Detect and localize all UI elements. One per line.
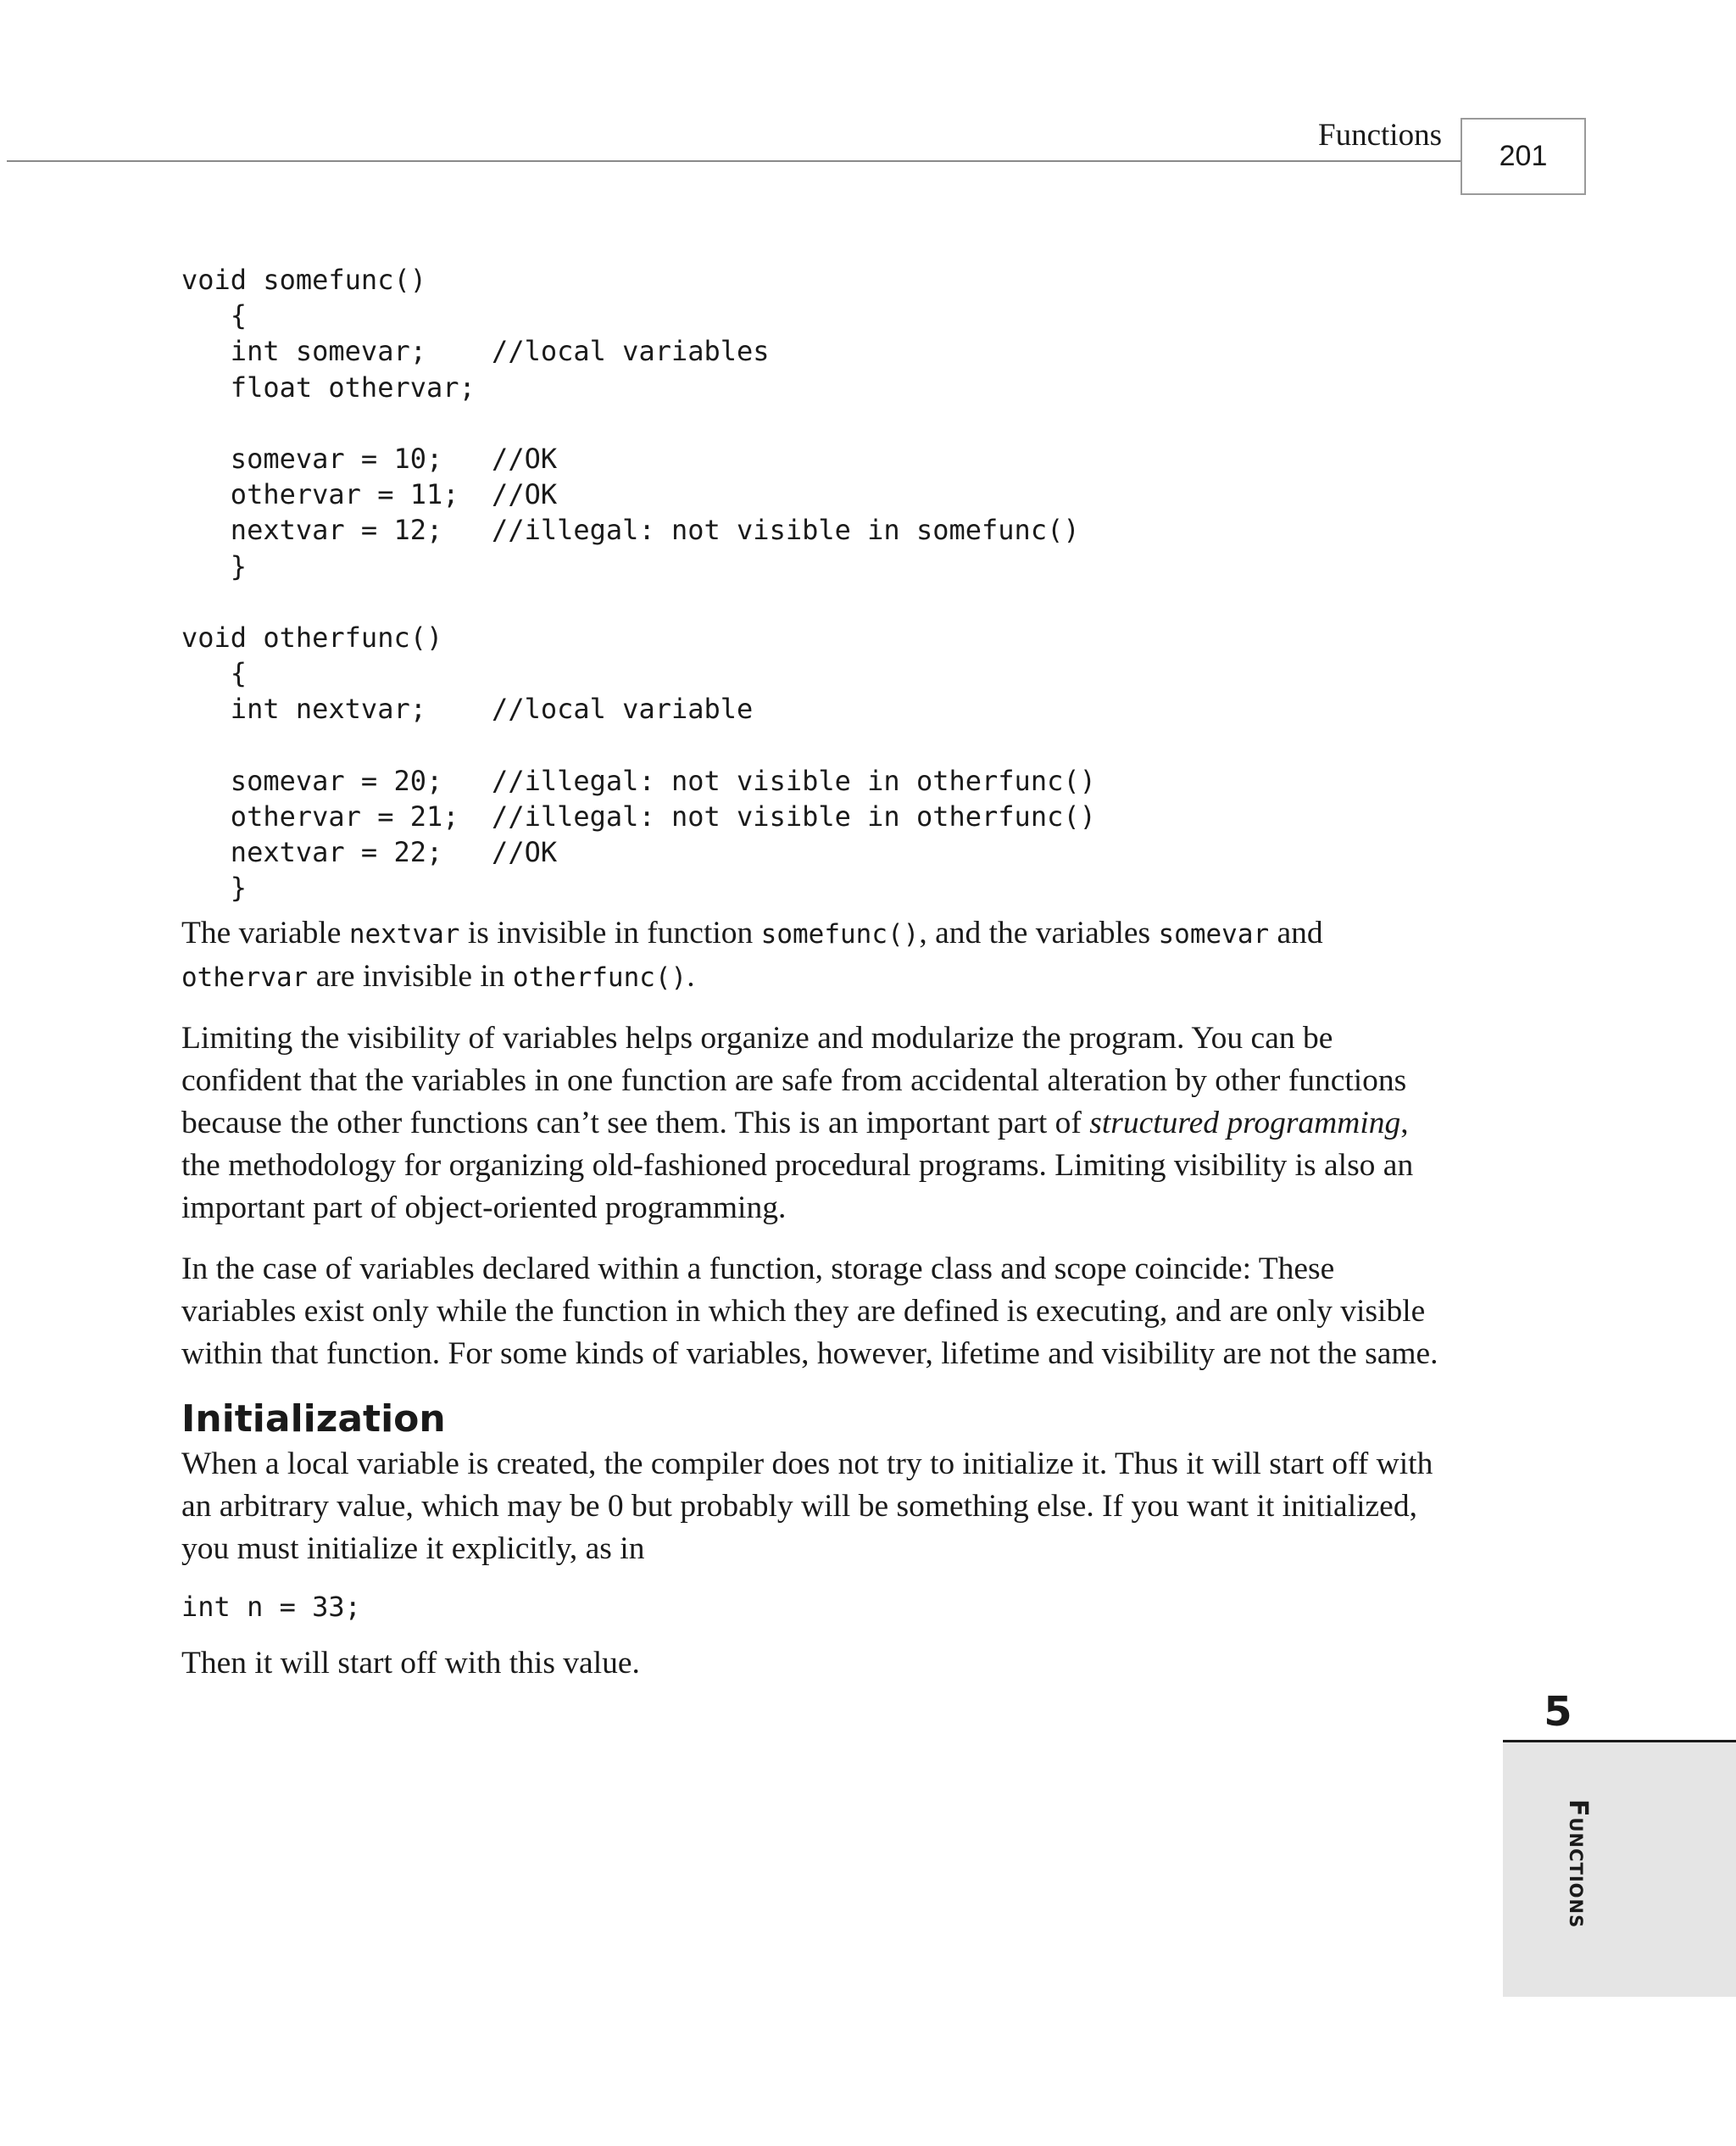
code-line: othervar = 11; //OK [181, 478, 558, 511]
code-line [181, 405, 1453, 441]
code-line: } [181, 872, 248, 905]
inline-code: othervar [181, 962, 309, 994]
page-content [181, 262, 1453, 1685]
code-line: int nextvar; //local variable [181, 693, 754, 726]
inline-code: nextvar [348, 919, 460, 950]
running-head: Functions [1318, 118, 1442, 153]
code-line: somevar = 20; //illegal: not visible in otherfunc() [181, 764, 1096, 797]
page-number: 201 [1461, 118, 1586, 195]
header-rule [7, 160, 1461, 162]
code-snippet: int n = 33; [181, 1591, 361, 1624]
code-line: } [181, 549, 248, 582]
section-heading: Initialization [181, 1397, 446, 1441]
text: The variable [181, 916, 349, 951]
paragraph-visibility [181, 912, 1453, 999]
code-line: int somevar; //local variables [181, 335, 770, 368]
text: Limiting the visibility of variables helps organize and modularize the program. You can be confident that the variables in one function are safe from accidental alteration by other functions because the other functions can’t see them. This is an important part of [181, 1021, 1407, 1141]
code-line: void otherfunc() [181, 621, 443, 654]
text: are invisible in [308, 959, 513, 995]
paragraph-then: Then it will start off with this value. [181, 1645, 640, 1681]
text: , and the variables [919, 916, 1159, 951]
code-line: somevar = 10; //OK [181, 442, 558, 475]
chapter-tab-label: Functions [1563, 1799, 1593, 1929]
text: and [1269, 916, 1323, 951]
paragraph-limiting-visibility [181, 1017, 1453, 1229]
chapter-number: 5 [1544, 1688, 1572, 1736]
chapter-tab [1503, 1742, 1736, 1997]
code-line: { [181, 299, 248, 332]
text: is invisible in function [459, 916, 761, 951]
code-line: othervar = 21; //illegal: not visible in otherfunc() [181, 800, 1096, 833]
code-line: void somefunc() [181, 264, 426, 296]
text: . [687, 959, 695, 995]
inline-code: somevar [1158, 919, 1270, 950]
inline-code: otherfunc() [512, 962, 687, 994]
code-line: { [181, 657, 248, 690]
code-line: nextvar = 22; //OK [181, 836, 558, 868]
paragraph-storage-class: In the case of variables declared within a function, storage class and scope coincide: These variables exist only while the function in which they are defined is executing, and are only visible within that function. For some kinds of variables, however, lifetime and visibility are not the same. [181, 1251, 1438, 1372]
code-line [181, 727, 1453, 762]
emphasis: structured programming [1089, 1106, 1401, 1141]
code-line [181, 584, 1453, 620]
paragraph-initialization: When a local variable is created, the compiler does not try to initialize it. Thus it will start off with an arbitrary value, which may be 0 but probably will be something else. If you want it initialized, you must initialize it explicitly, as in [181, 1446, 1433, 1567]
code-line: nextvar = 12; //illegal: not visible in somefunc() [181, 514, 1080, 547]
inline-code: somefunc() [760, 919, 920, 950]
text: , the methodology for organizing old-fashioned procedural programs. Limiting visibility is also an important part of object-oriented programming. [181, 1106, 1414, 1226]
code-line: float othervar; [181, 371, 476, 404]
code-block [181, 262, 1453, 906]
